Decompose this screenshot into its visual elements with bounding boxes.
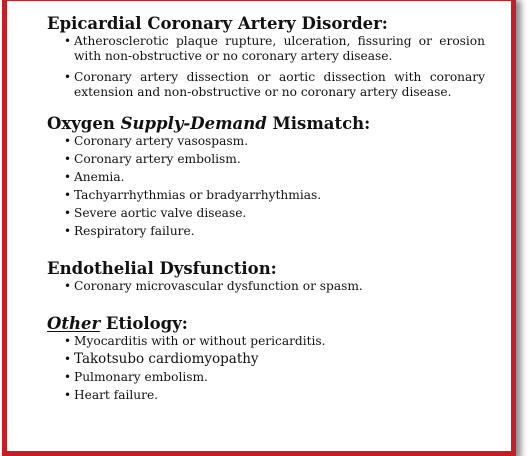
document-content (47, 14, 485, 403)
section-heading-other-etiology (47, 314, 485, 334)
list-item-text: Pulmonary embolism. (74, 370, 208, 384)
list-item-text: Coronary microvascular dysfunction or spasm. (74, 279, 363, 293)
list-item-text: Coronary artery dissection or aortic dissection with coronary extension and non-obstructive or no coronary artery disease. (74, 70, 485, 99)
bullet-icon: • (64, 224, 72, 238)
list-item-text: Severe aortic valve disease. (74, 206, 247, 220)
heading-part-emphasis: Supply-Demand (120, 114, 267, 133)
bullet-icon: • (64, 170, 72, 184)
list-item-text: Coronary artery embolism. (74, 152, 241, 166)
list-item-text: Takotsubo cardiomyopathy (74, 351, 259, 367)
list-item-text: Respiratory failure. (74, 224, 195, 238)
list-item (47, 170, 485, 185)
list-item (47, 34, 485, 64)
section-heading-epicardial: Epicardial Coronary Artery Disorder: (47, 14, 388, 33)
section-list-supply-demand (47, 134, 485, 239)
bullet-icon: • (64, 70, 72, 84)
bullet-icon: • (64, 152, 72, 166)
list-item (47, 334, 485, 349)
bullet-icon: • (64, 388, 72, 402)
list-item (47, 206, 485, 221)
list-item-text: Heart failure. (74, 388, 159, 402)
list-item (47, 388, 485, 403)
section-heading-endothelial: Endothelial Dysfunction: (47, 259, 277, 278)
heading-part-pre: Oxygen (47, 114, 121, 133)
bullet-icon: • (64, 352, 72, 366)
bullet-icon: • (64, 279, 72, 293)
list-item-text: Coronary artery vasospasm. (74, 134, 249, 148)
list-item (47, 352, 485, 367)
list-item (47, 152, 485, 167)
heading-part-post: Mismatch: (266, 114, 371, 133)
section-list-endothelial (47, 279, 485, 294)
heading-part-post: Etiology: (100, 314, 188, 333)
bullet-icon: • (64, 134, 72, 148)
bullet-icon: • (64, 34, 72, 48)
section-heading-supply-demand (47, 114, 485, 134)
bullet-icon: • (64, 334, 72, 348)
list-item (47, 134, 485, 149)
list-item (47, 224, 485, 239)
list-item (47, 188, 485, 203)
section-list-epicardial (47, 34, 485, 100)
list-item (47, 279, 485, 294)
list-item-text: Myocarditis with or without pericarditis. (74, 334, 326, 348)
bullet-icon: • (64, 370, 72, 384)
list-item-text: Atherosclerotic plaque rupture, ulceration, fissuring or erosion with non-obstructive or no coronary artery disease. (74, 34, 485, 63)
list-item (47, 70, 485, 100)
list-item-text: Tachyarrhythmias or bradyarrhythmias. (74, 188, 322, 202)
list-item-text: Anemia. (74, 170, 125, 184)
bullet-icon: • (64, 188, 72, 202)
list-item (47, 370, 485, 385)
heading-part-emphasis: Other (47, 314, 101, 333)
bullet-icon: • (64, 206, 72, 220)
section-list-other-etiology (47, 334, 485, 403)
